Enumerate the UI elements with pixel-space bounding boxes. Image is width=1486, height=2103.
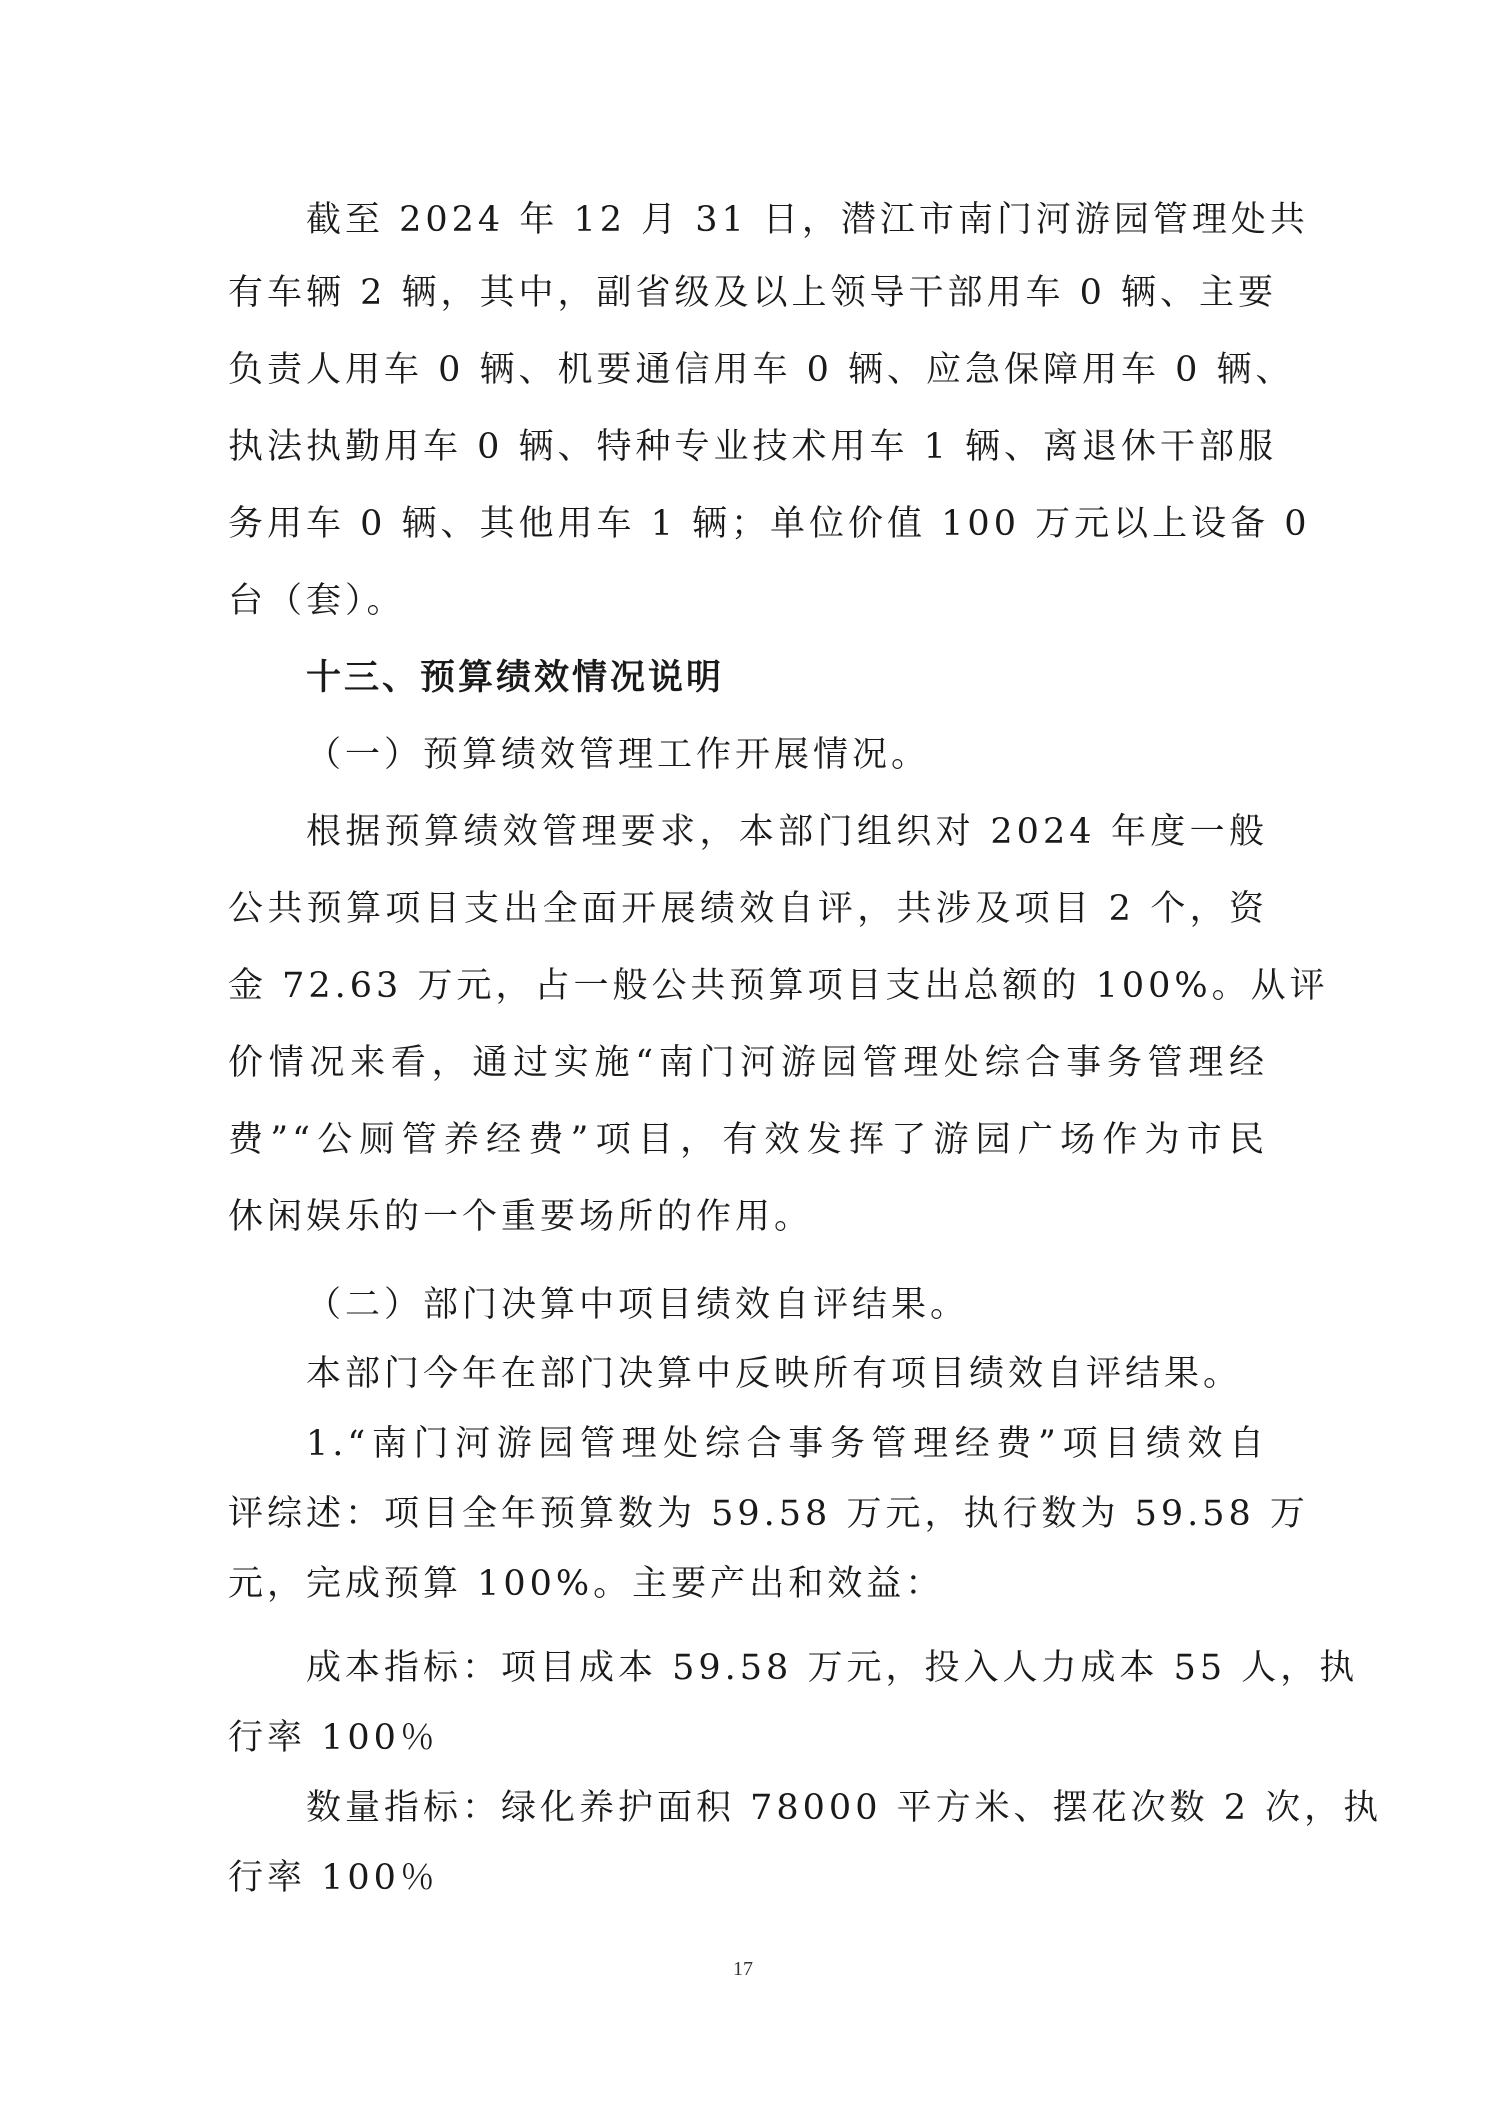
- paragraph-project-1-line-2: 评综述：项目全年预算数为 59.58 万元，执行数为 59.58 万: [228, 1494, 1309, 1534]
- paragraph-self-eval-line-5: 费”“公厕管养经费”项目，有效发挥了游园广场作为市民: [228, 1120, 1268, 1160]
- paragraph-all-results: 本部门今年在部门决算中反映所有项目绩效自评结果。: [306, 1354, 1243, 1394]
- paragraph-vehicles-line-3: 负责人用车 0 辆、机要通信用车 0 辆、应急保障用车 0 辆、: [228, 350, 1295, 390]
- paragraph-vehicles-line-1: 截至 2024 年 12 月 31 日，潜江市南门河游园管理处共: [306, 200, 1309, 240]
- paragraph-cost-indicator-line-1: 成本指标：项目成本 59.58 万元，投入人力成本 55 人，执: [306, 1648, 1359, 1688]
- paragraph-self-eval-line-2: 公共预算项目支出全面开展绩效自评，共涉及项目 2 个，资: [228, 889, 1268, 929]
- paragraph-self-eval-line-4: 价情况来看，通过实施“南门河游园管理处综合事务管理经: [228, 1043, 1268, 1083]
- paragraph-project-1-line-1: 1.“南门河游园管理处综合事务管理经费”项目绩效自: [306, 1424, 1268, 1464]
- page-number: 17: [733, 1958, 753, 1980]
- paragraph-cost-indicator-line-2: 行率 100％: [228, 1718, 439, 1758]
- paragraph-self-eval-line-3: 金 72.63 万元，占一般公共预算项目支出总额的 100%。从评: [228, 966, 1329, 1006]
- paragraph-self-eval-line-6: 休闲娱乐的一个重要场所的作用。: [228, 1197, 814, 1237]
- paragraph-self-eval-line-1: 根据预算绩效管理要求，本部门组织对 2024 年度一般: [306, 812, 1268, 852]
- paragraph-quantity-indicator-line-1: 数量指标：绿化养护面积 78000 平方米、摆花次数 2 次，执: [306, 1788, 1383, 1828]
- section-heading-13: 十三、预算绩效情况说明: [306, 658, 725, 698]
- subheading-self-eval-results: （二）部门决算中项目绩效自评结果。: [306, 1285, 970, 1325]
- paragraph-project-1-line-3: 元，完成预算 100%。主要产出和效益：: [228, 1564, 945, 1604]
- subheading-performance-management: （一）预算绩效管理工作开展情况。: [306, 735, 931, 775]
- paragraph-vehicles-line-2: 有车辆 2 辆，其中，副省级及以上领导干部用车 0 辆、主要: [228, 273, 1278, 313]
- paragraph-quantity-indicator-line-2: 行率 100％: [228, 1858, 439, 1898]
- paragraph-vehicles-line-5: 务用车 0 辆、其他用车 1 辆；单位价值 100 万元以上设备 0: [228, 504, 1311, 544]
- paragraph-vehicles-line-6: 台（套）。: [228, 581, 406, 621]
- paragraph-vehicles-line-4: 执法执勤用车 0 辆、特种专业技术用车 1 辆、离退休干部服: [228, 427, 1278, 467]
